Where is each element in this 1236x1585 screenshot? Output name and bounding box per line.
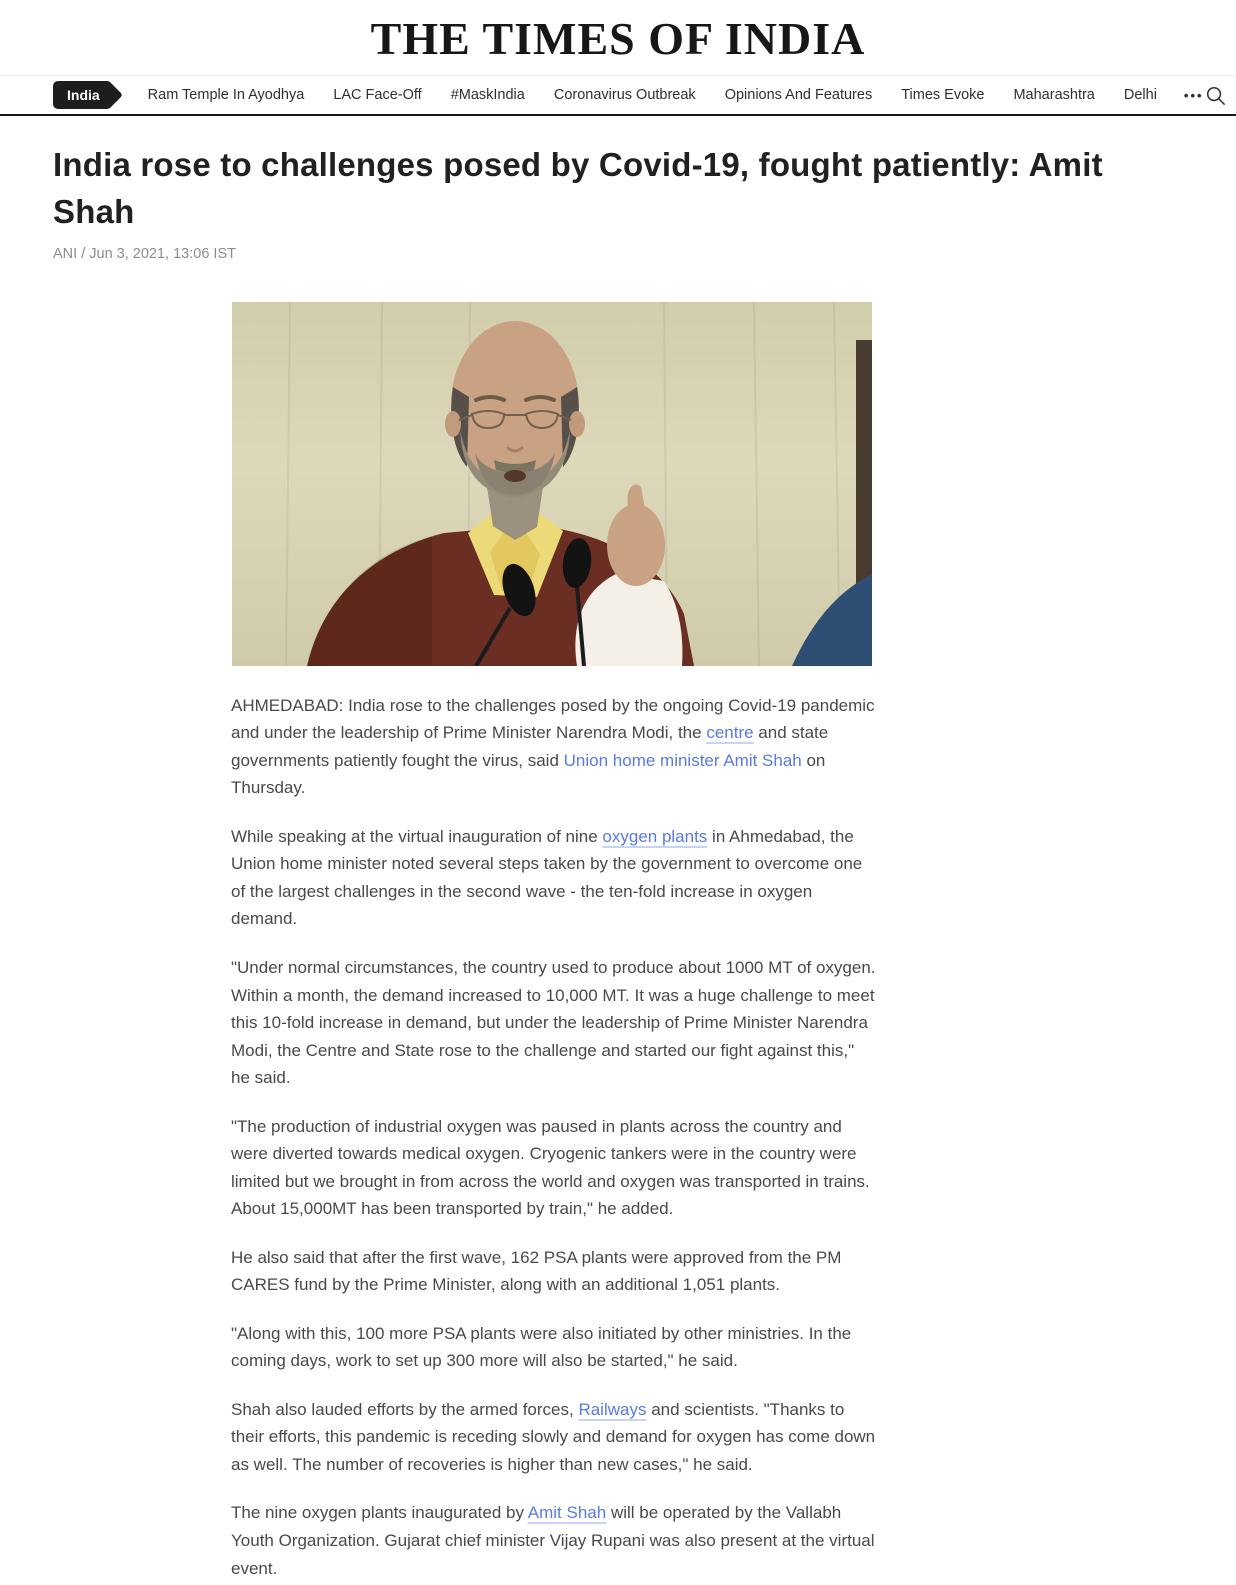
nav-item-coronavirus-outbreak[interactable]: Coronavirus Outbreak <box>553 87 696 103</box>
search-icon[interactable] <box>1204 84 1227 107</box>
paragraph-text: "Under normal circumstances, the country used to produce about 1000 MT of oxygen. Within a month, the demand increased to 10,000 MT. It was a huge challenge to meet this 10-fold increase in demand, but under the leadership of Prime Minister Narendra Modi, the Centre and State rose to the challenge and started our fight against this," he said. <box>231 957 876 1088</box>
paragraph-text: The nine oxygen plants inaugurated by <box>231 1503 528 1523</box>
nav-right <box>1204 82 1236 108</box>
paragraph-text: "The production of industrial oxygen was paused in plants across the country and were diverted towards medical oxygen. Cryogenic tankers were in the country were limited but we brought in from across the world and oxygen was transported in trains. About 15,000MT has been transported by train," he added. <box>231 1116 870 1219</box>
inline-link[interactable]: oxygen plants <box>602 826 708 846</box>
article-headline: India rose to challenges posed by Covid-19, fought patiently: Amit Shah <box>53 146 1103 230</box>
article-image <box>232 302 872 666</box>
masthead <box>0 0 1236 75</box>
paragraph-text: and scientists. "Thanks to their efforts, this pandemic is receding slowly and demand for oxygen has come down as well. The number of recoveries is higher than new cases," he said. <box>231 1399 876 1474</box>
paragraph-text: and state governments patiently fought the virus, said <box>231 723 829 770</box>
nav-active-section-label: India <box>67 87 100 103</box>
paragraph-text: While speaking at the virtual inauguration of nine <box>231 826 603 846</box>
article-byline: ANI / Jun 3, 2021, 13:06 IST <box>53 245 236 262</box>
nav-item-opinions-and-features[interactable]: Opinions And Features <box>724 87 873 103</box>
inline-link[interactable]: centre <box>706 723 754 743</box>
paragraph <box>231 692 877 802</box>
inline-link[interactable]: Union home minister Amit Shah <box>563 750 802 770</box>
nav-item-ram-temple-in-ayodhya[interactable]: Ram Temple In Ayodhya <box>147 87 305 103</box>
inline-link[interactable]: Amit Shah <box>527 1503 607 1523</box>
paragraph <box>231 1499 877 1582</box>
nav-item-delhi[interactable]: Delhi <box>1123 87 1157 103</box>
paragraph <box>231 1244 877 1299</box>
paragraph-text: in Ahmedabad, the Union home minister noted several steps taken by the government to overcome one of the largest challenges in the second wave - the ten-fold increase in oxygen demand. <box>231 826 863 929</box>
paragraph <box>231 1320 877 1375</box>
primary-nav <box>0 75 1236 116</box>
nav-item-lac-face-off[interactable]: LAC Face-Off <box>333 87 422 103</box>
paragraph <box>231 954 877 1092</box>
article <box>0 142 1236 1582</box>
nav-more-button[interactable]: ••• <box>1183 87 1204 103</box>
nav-item-maskindia[interactable]: #MaskIndia <box>450 87 525 103</box>
paragraph-text: on Thursday. <box>231 750 826 798</box>
paragraph-text: AHMEDABAD: India rose to the challenges posed by the ongoing Covid-19 pandemic and under the leadership of Prime Minister Narendra Modi, the <box>231 695 875 743</box>
site-logo[interactable]: THE TIMES OF INDIA <box>370 13 866 64</box>
nav-active-section-india[interactable] <box>53 81 112 109</box>
amit-shah-photo-illustration <box>232 302 872 666</box>
article-body <box>231 692 877 1582</box>
paragraph <box>231 1113 877 1223</box>
nav-item-times-evoke[interactable]: Times Evoke <box>901 87 985 103</box>
paragraph <box>231 1396 877 1479</box>
paragraph-text: He also said that after the first wave, 162 PSA plants were approved from the PM CARES fund by the Prime Minister, along with an additional 1,051 plants. <box>231 1247 842 1295</box>
paragraph-text: "Along with this, 100 more PSA plants were also initiated by other ministries. In the coming days, work to set up 300 more will also be started," he said. <box>231 1323 852 1371</box>
inline-link[interactable]: Railways <box>578 1399 647 1419</box>
paragraph <box>231 823 877 933</box>
paragraph-text: will be operated by the Vallabh Youth Organization. Gujarat chief minister Vijay Rupani was also present at the virtual event. <box>231 1503 875 1578</box>
nav-item-maharashtra[interactable]: Maharashtra <box>1013 87 1095 103</box>
nav-items <box>148 87 1157 103</box>
paragraph-text: Shah also lauded efforts by the armed forces, <box>231 1399 579 1419</box>
